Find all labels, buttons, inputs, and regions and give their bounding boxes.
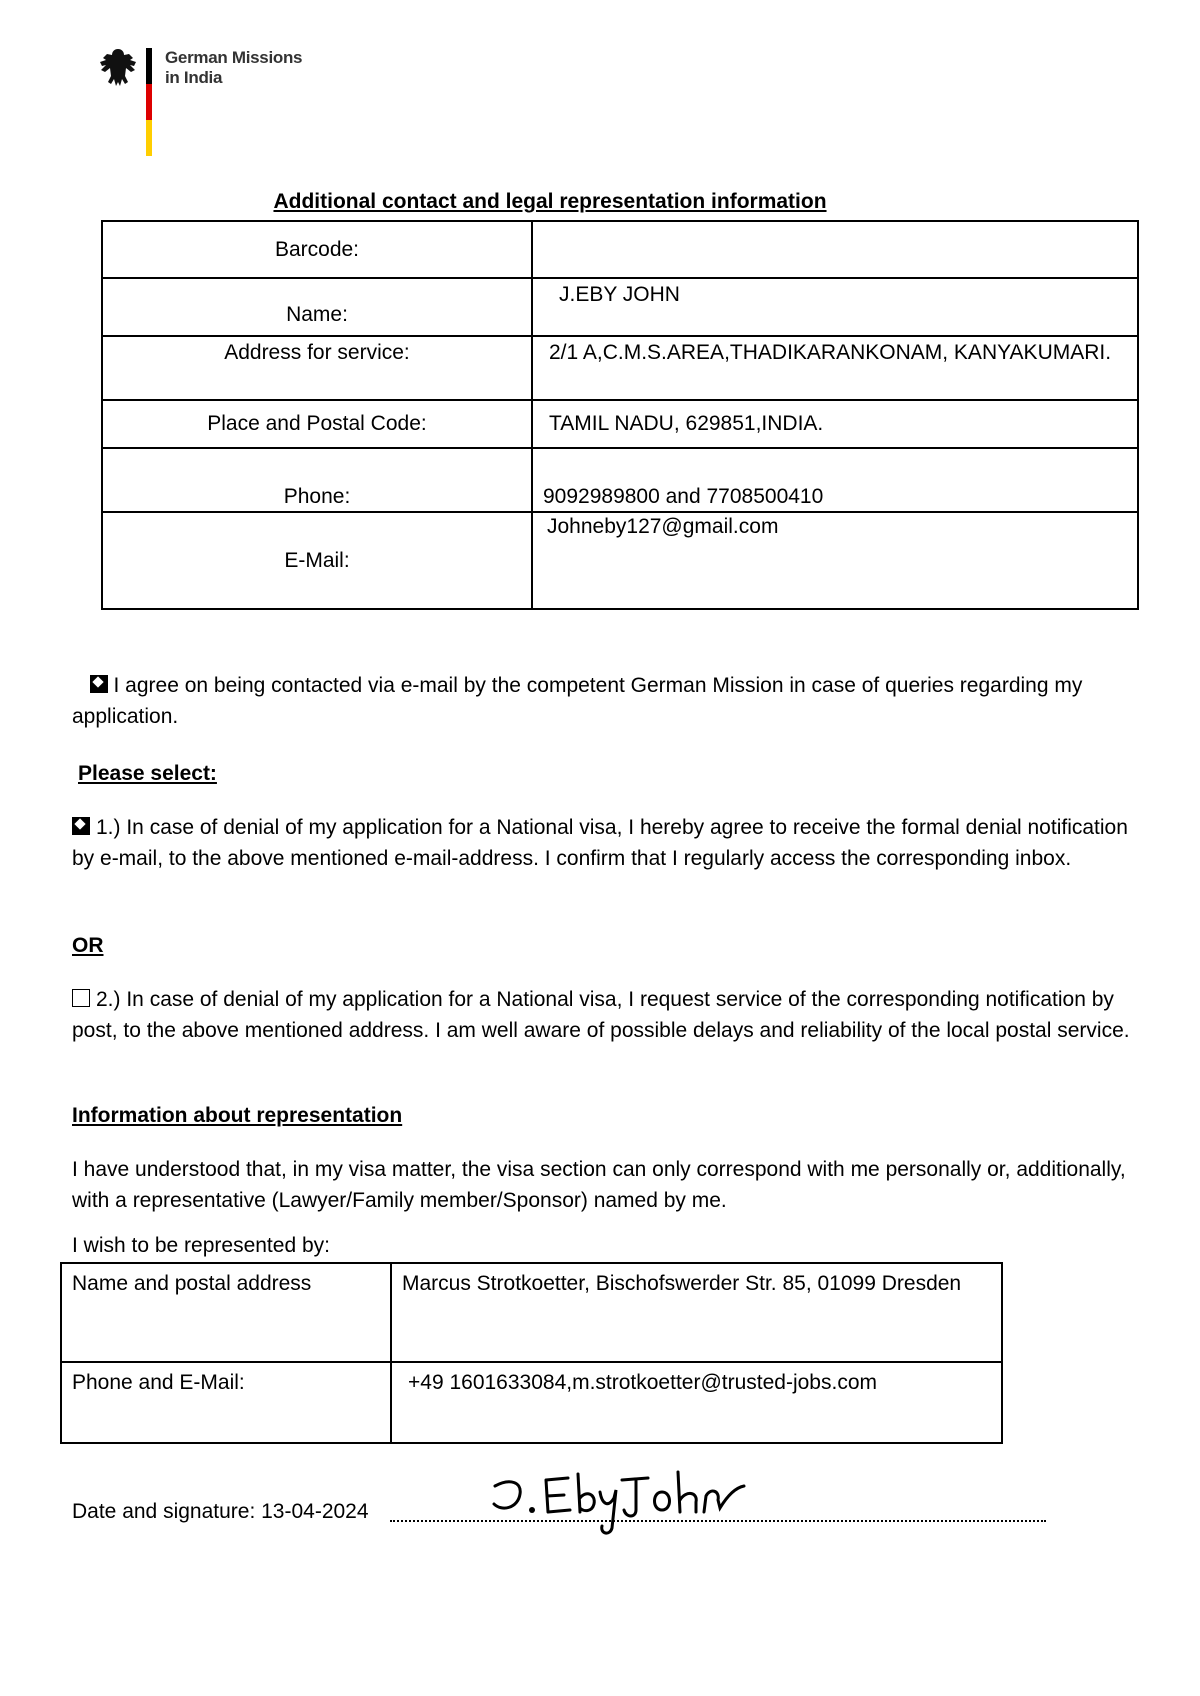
table-row [61, 1362, 1002, 1443]
phone-label: Phone: [102, 448, 532, 512]
representation-heading [72, 1100, 1132, 1131]
logo-text-line2: in India [165, 68, 223, 87]
option2-checkbox[interactable] [72, 989, 90, 1007]
form-title: Additional contact and legal representation information [273, 190, 827, 213]
representative-table [60, 1262, 1003, 1444]
table-row [61, 1263, 1002, 1362]
logo-text-line1: German Missions [165, 48, 303, 67]
german-missions-logo [97, 44, 317, 159]
barcode-field[interactable] [532, 221, 1138, 278]
representation-text: I have understood that, in my visa matter, the visa section can only correspond with me personally or, additionally, with a representative (Lawyer/Family member/Sponsor) named by me. [72, 1158, 1126, 1212]
representation-heading-label: Information about representation [72, 1104, 403, 1127]
address-label: Address for service: [102, 336, 532, 400]
please-select-heading [78, 758, 1138, 789]
handwritten-signature [490, 1468, 770, 1538]
barcode-label: Barcode: [102, 221, 532, 278]
option2-postal-notification [72, 984, 1132, 1046]
federal-eagle-icon [97, 46, 139, 92]
option1-checkbox[interactable] [72, 817, 90, 835]
email-field[interactable]: Johneby127@gmail.com [532, 512, 1138, 609]
rep-address-field[interactable]: Marcus Strotkoetter, Bischofswerder Str. 85, 01099 Dresden [391, 1263, 1002, 1362]
or-separator [72, 930, 1132, 961]
contact-consent [72, 670, 1132, 732]
please-select-label: Please select: [78, 762, 217, 785]
table-row [102, 336, 1138, 400]
postal-code-label: Place and Postal Code: [102, 400, 532, 448]
logo-text [165, 48, 302, 88]
address-field[interactable]: 2/1 A,C.M.S.AREA,THADIKARANKONAM, KANYAKUMARI. [532, 336, 1138, 400]
rep-address-label: Name and postal address [61, 1263, 391, 1362]
option1-text: 1.) In case of denial of my application for a National visa, I hereby agree to receive the formal denial notification by e-mail, to the above mentioned e-mail-address. I confirm that I regularly access the corresponding inbox. [72, 816, 1128, 870]
table-row [102, 221, 1138, 278]
option1-email-notification [72, 812, 1132, 874]
rep-contact-field[interactable]: +49 1601633084,m.strotkoetter@trusted-jobs.com [391, 1362, 1002, 1443]
rep-contact-label: Phone and E-Mail: [61, 1362, 391, 1443]
table-row [102, 512, 1138, 609]
represented-by-label: I wish to be represented by: [72, 1234, 330, 1257]
contact-consent-checkbox[interactable] [90, 675, 108, 693]
table-row [102, 278, 1138, 336]
table-row [102, 448, 1138, 512]
contact-consent-text: I agree on being contacted via e-mail by the competent German Mission in case of queries regarding my application. [72, 674, 1083, 728]
or-label: OR [72, 934, 104, 957]
name-field[interactable]: J.EBY JOHN [532, 278, 1138, 336]
phone-field[interactable]: 9092989800 and 7708500410 [532, 448, 1138, 512]
option2-text: 2.) In case of denial of my application for a National visa, I request service of the corresponding notification by post, to the above mentioned address. I am well aware of possible delays and reliability of the local postal service. [72, 988, 1130, 1042]
contact-table [101, 220, 1139, 610]
name-label: Name: [102, 278, 532, 336]
postal-code-field[interactable]: TAMIL NADU, 629851,INDIA. [532, 400, 1138, 448]
email-label: E-Mail: [102, 512, 532, 609]
table-row [102, 400, 1138, 448]
flag-stripe [146, 48, 152, 156]
date-signature-label: Date and signature: 13-04-2024 [72, 1500, 369, 1523]
